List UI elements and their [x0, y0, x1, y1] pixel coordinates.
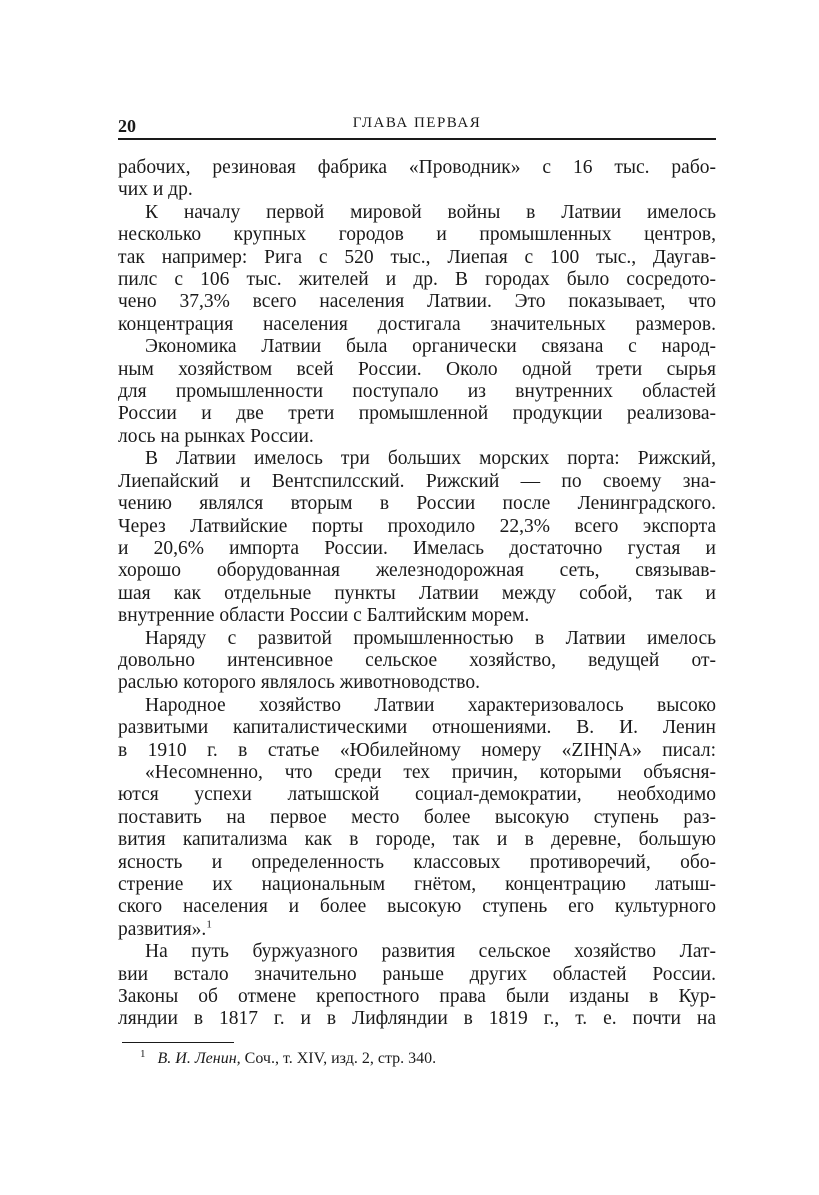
footnote-author: В. И. Ленин, — [157, 1049, 241, 1067]
text-line: рабочих, резиновая фабрика «Проводник» с 16 тыс. рабо- — [118, 157, 716, 178]
text-line: Законы об отмене крепостного права были изданы в Кур- — [118, 986, 716, 1008]
running-head: ГЛАВА ПЕРВАЯ — [352, 115, 482, 131]
footnote-reference: 1 — [206, 918, 212, 931]
text-line: На путь буржуазного развития сельское хозяйство Лат- — [145, 941, 716, 963]
text-line: лось на рынках России. — [118, 425, 314, 447]
text-line: ным хозяйством всей России. Около одной трети сырья — [118, 358, 716, 380]
text-line: Лиепайский и Вентспилсский. Рижский — по своему зна- — [118, 470, 716, 492]
quote-line: «Несомненно, что среди тех причин, которыми объясня- — [145, 761, 716, 783]
footnote-number: 1 — [140, 1047, 146, 1060]
quote-end-text: развития». — [118, 918, 207, 940]
text-line: внутренние области России с Балтийским морем. — [118, 605, 530, 627]
quote-line-final — [118, 919, 716, 941]
text-line: ляндии в 1817 г. и в Лифляндии в 1819 г., т. е. почти на — [118, 1008, 716, 1030]
footnote — [140, 1049, 716, 1069]
text-line: несколько крупных городов и промышленных центров, — [118, 224, 716, 246]
quote-line: поставить на первое место более высокую ступень раз- — [118, 806, 716, 828]
text-line: пилс с 106 тыс. жителей и др. В городах было сосредото- — [118, 269, 716, 291]
text-line: К началу первой мировой войны в Латвии имелось — [145, 201, 716, 223]
text-line: Через Латвийские порты проходило 22,3% всего экспорта — [118, 515, 716, 537]
body-text — [118, 157, 716, 1031]
quote-line: ются успехи латышской социал-демократии, необходимо — [118, 784, 716, 806]
text-line: раслью которого являлось животноводство. — [118, 672, 481, 694]
book-page — [118, 112, 716, 1069]
text-line: для промышленности поступало из внутренних областей — [118, 381, 716, 403]
text-line: В Латвии имелось три больших морских порта: Рижский, — [145, 448, 716, 470]
text-line: чению являлся вторым в России после Ленинградского. — [118, 493, 716, 515]
quote-line: ясность и определенность классовых противоречий, обо- — [118, 851, 716, 873]
text-line: чих и др. — [118, 179, 193, 201]
text-line: концентрация населения достигала значительных размеров. — [118, 313, 716, 335]
text-line: хорошо оборудованная железнодорожная сеть, связывав- — [118, 560, 716, 582]
text-line: вии встало значительно раньше других областей России. — [118, 963, 716, 985]
text-line: развитыми капиталистическими отношениями. В. И. Ленин — [118, 717, 716, 739]
quote-line: вития капитализма как в городе, так и в деревне, большую — [118, 829, 716, 851]
text-line: и 20,6% импорта России. Имелась достаточно густая и — [118, 537, 716, 559]
quote-line: стрение их национальным гнётом, концентрацию латыш- — [118, 874, 716, 895]
text-line: России и две трети промышленной продукции реализова- — [118, 403, 716, 425]
footnote-citation: Соч., т. XIV, изд. 2, стр. 340. — [244, 1049, 437, 1067]
text-line: Наряду с развитой промышленностью в Латвии имелось — [145, 627, 716, 649]
text-line: в 1910 г. в статье «Юбилейному номеру «ZIHŅA» писал: — [118, 739, 716, 761]
text-line: шая как отдельные пункты Латвии между собой, так и — [118, 582, 716, 604]
page-header — [118, 112, 716, 140]
footnote-divider — [122, 1042, 234, 1043]
text-line: Народное хозяйство Латвии характеризовалось высоко — [145, 694, 716, 716]
text-line: так например: Рига с 520 тыс., Лиепая с 100 тыс., Даугав- — [118, 246, 716, 268]
text-line: Экономика Латвии была органически связана с народ- — [145, 336, 716, 358]
text-line: довольно интенсивное сельское хозяйство, ведущей от- — [118, 649, 716, 671]
text-line: чено 37,3% всего населения Латвии. Это показывает, что — [118, 291, 716, 313]
page-number: 20 — [118, 116, 136, 136]
quote-line: ского населения и более высокую ступень его культурного — [118, 896, 716, 918]
